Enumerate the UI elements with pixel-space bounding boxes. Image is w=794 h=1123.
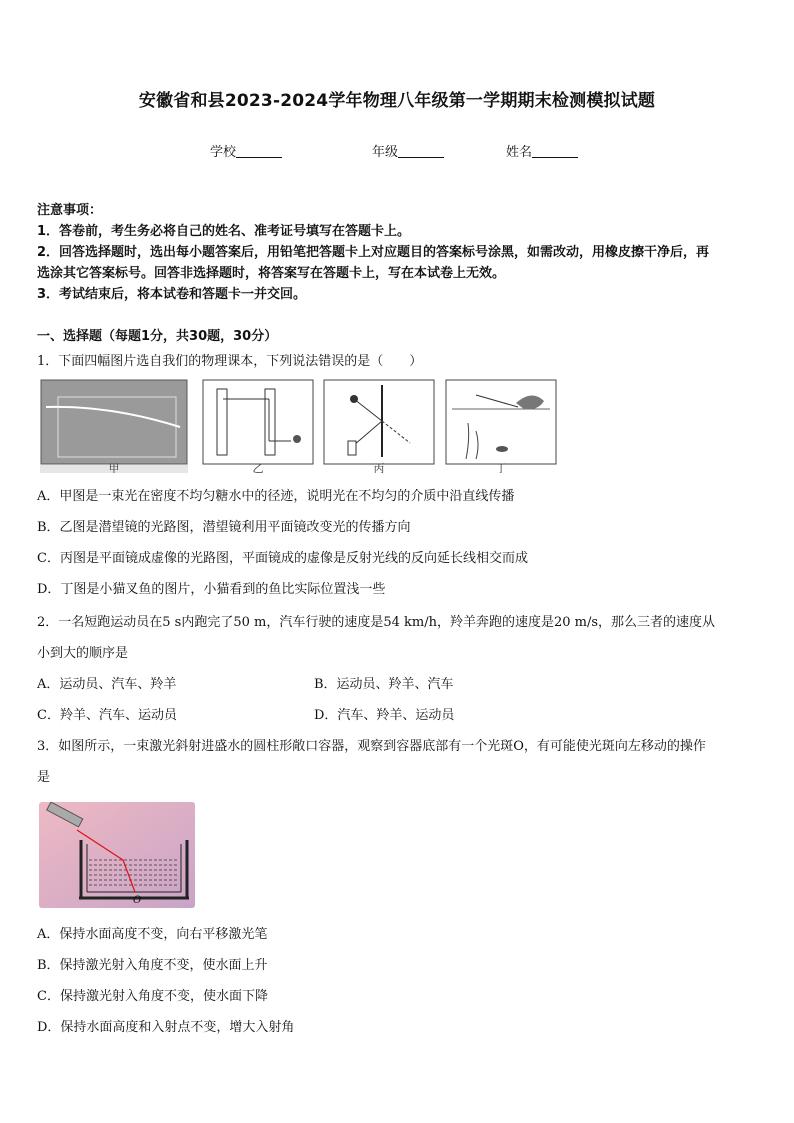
q3-option-b: B．保持激光射入角度不变，使水面上升	[37, 958, 268, 973]
q2-option-b: B．运动员、羚羊、汽车	[314, 677, 454, 692]
grade-label: 年级	[372, 145, 399, 160]
q1-option-b: B．乙图是潜望镜的光路图，潜望镜利用平面镜改变光的传播方向	[37, 520, 411, 535]
name-label: 姓名	[506, 145, 533, 160]
school-field	[210, 141, 282, 160]
q1-stem: 1．下面四幅图片选自我们的物理课本，下列说法错误的是（ ）	[37, 354, 423, 369]
figure-yi	[203, 380, 313, 473]
school-blank	[236, 145, 282, 158]
q3-option-c: C．保持激光射入角度不变，使水面下降	[37, 989, 268, 1004]
caption-yi: 乙	[252, 462, 264, 473]
q1-option-d: D．丁图是小猫叉鱼的图片，小猫看到的鱼比实际位置浅一些	[37, 582, 386, 597]
q3-stem-line1: 3．如图所示，一束激光斜射进盛水的圆柱形敞口容器，观察到容器底部有一个光斑O，有可能使光斑向左移动的操作	[37, 739, 706, 754]
q3-option-d: D．保持水面高度和入射点不变，增大入射角	[37, 1020, 295, 1035]
notice-item-2-cont: 选涂其它答案标号。回答非选择题时，将答案写在答题卡上，写在本试卷上无效。	[37, 266, 506, 281]
school-label: 学校	[210, 145, 237, 160]
q2-stem-line2: 小到大的顺序是	[37, 646, 129, 661]
q2-option-c: C．羚羊、汽车、运动员	[37, 708, 177, 723]
caption-jia: 甲	[108, 462, 120, 473]
notice-item-3: 3．考试结束后，将本试卷和答题卡一并交回。	[37, 287, 307, 302]
page-title: 安徽省和县2023-2024学年物理八年级第一学期期末检测模拟试题	[138, 91, 656, 111]
q3-stem-line2: 是	[37, 770, 51, 785]
figure-ding	[446, 380, 556, 473]
q1-option-a: A．甲图是一束光在密度不均匀糖水中的径迹，说明光在不均匀的介质中沿直线传播	[37, 489, 515, 504]
figure-bing	[324, 380, 434, 473]
q2-stem-line1: 2．一名短跑运动员在5 s内跑完了50 m，汽车行驶的速度是54 km/h，羚羊奔跑的速度是20 m/s，那么三者的速度从	[37, 615, 716, 630]
q1-option-c: C．丙图是平面镜成虚像的光路图，平面镜成的虚像是反射光线的反向延长线相交而成	[37, 551, 528, 566]
caption-ding: 丁	[495, 462, 507, 473]
notice-item-2: 2．回答选择题时，选出每小题答案后，用铅笔把答题卡上对应题目的答案标号涂黑，如需改动，用橡皮擦干净后，再	[37, 245, 710, 260]
caption-bing: 丙	[373, 462, 385, 473]
grade-field	[372, 141, 444, 160]
name-field	[506, 141, 578, 160]
figure-jia	[40, 380, 188, 473]
light-spot-label: O	[133, 895, 142, 906]
grade-blank	[398, 145, 444, 158]
q2-option-a: A．运动员、汽车、羚羊	[37, 677, 177, 692]
section-heading: 一、选择题（每题1分，共30题，30分）	[37, 329, 278, 344]
notice-heading: 注意事项：	[37, 203, 103, 218]
q1-figures	[40, 379, 560, 473]
q3-option-a: A．保持水面高度不变，向右平移激光笔	[37, 927, 268, 942]
q3-figure	[39, 802, 195, 908]
notice-item-1: 1．答卷前，考生务必将自己的姓名、准考证号填写在答题卡上。	[37, 224, 411, 239]
name-blank	[532, 145, 578, 158]
q2-option-d: D．汽车、羚羊、运动员	[314, 708, 455, 723]
